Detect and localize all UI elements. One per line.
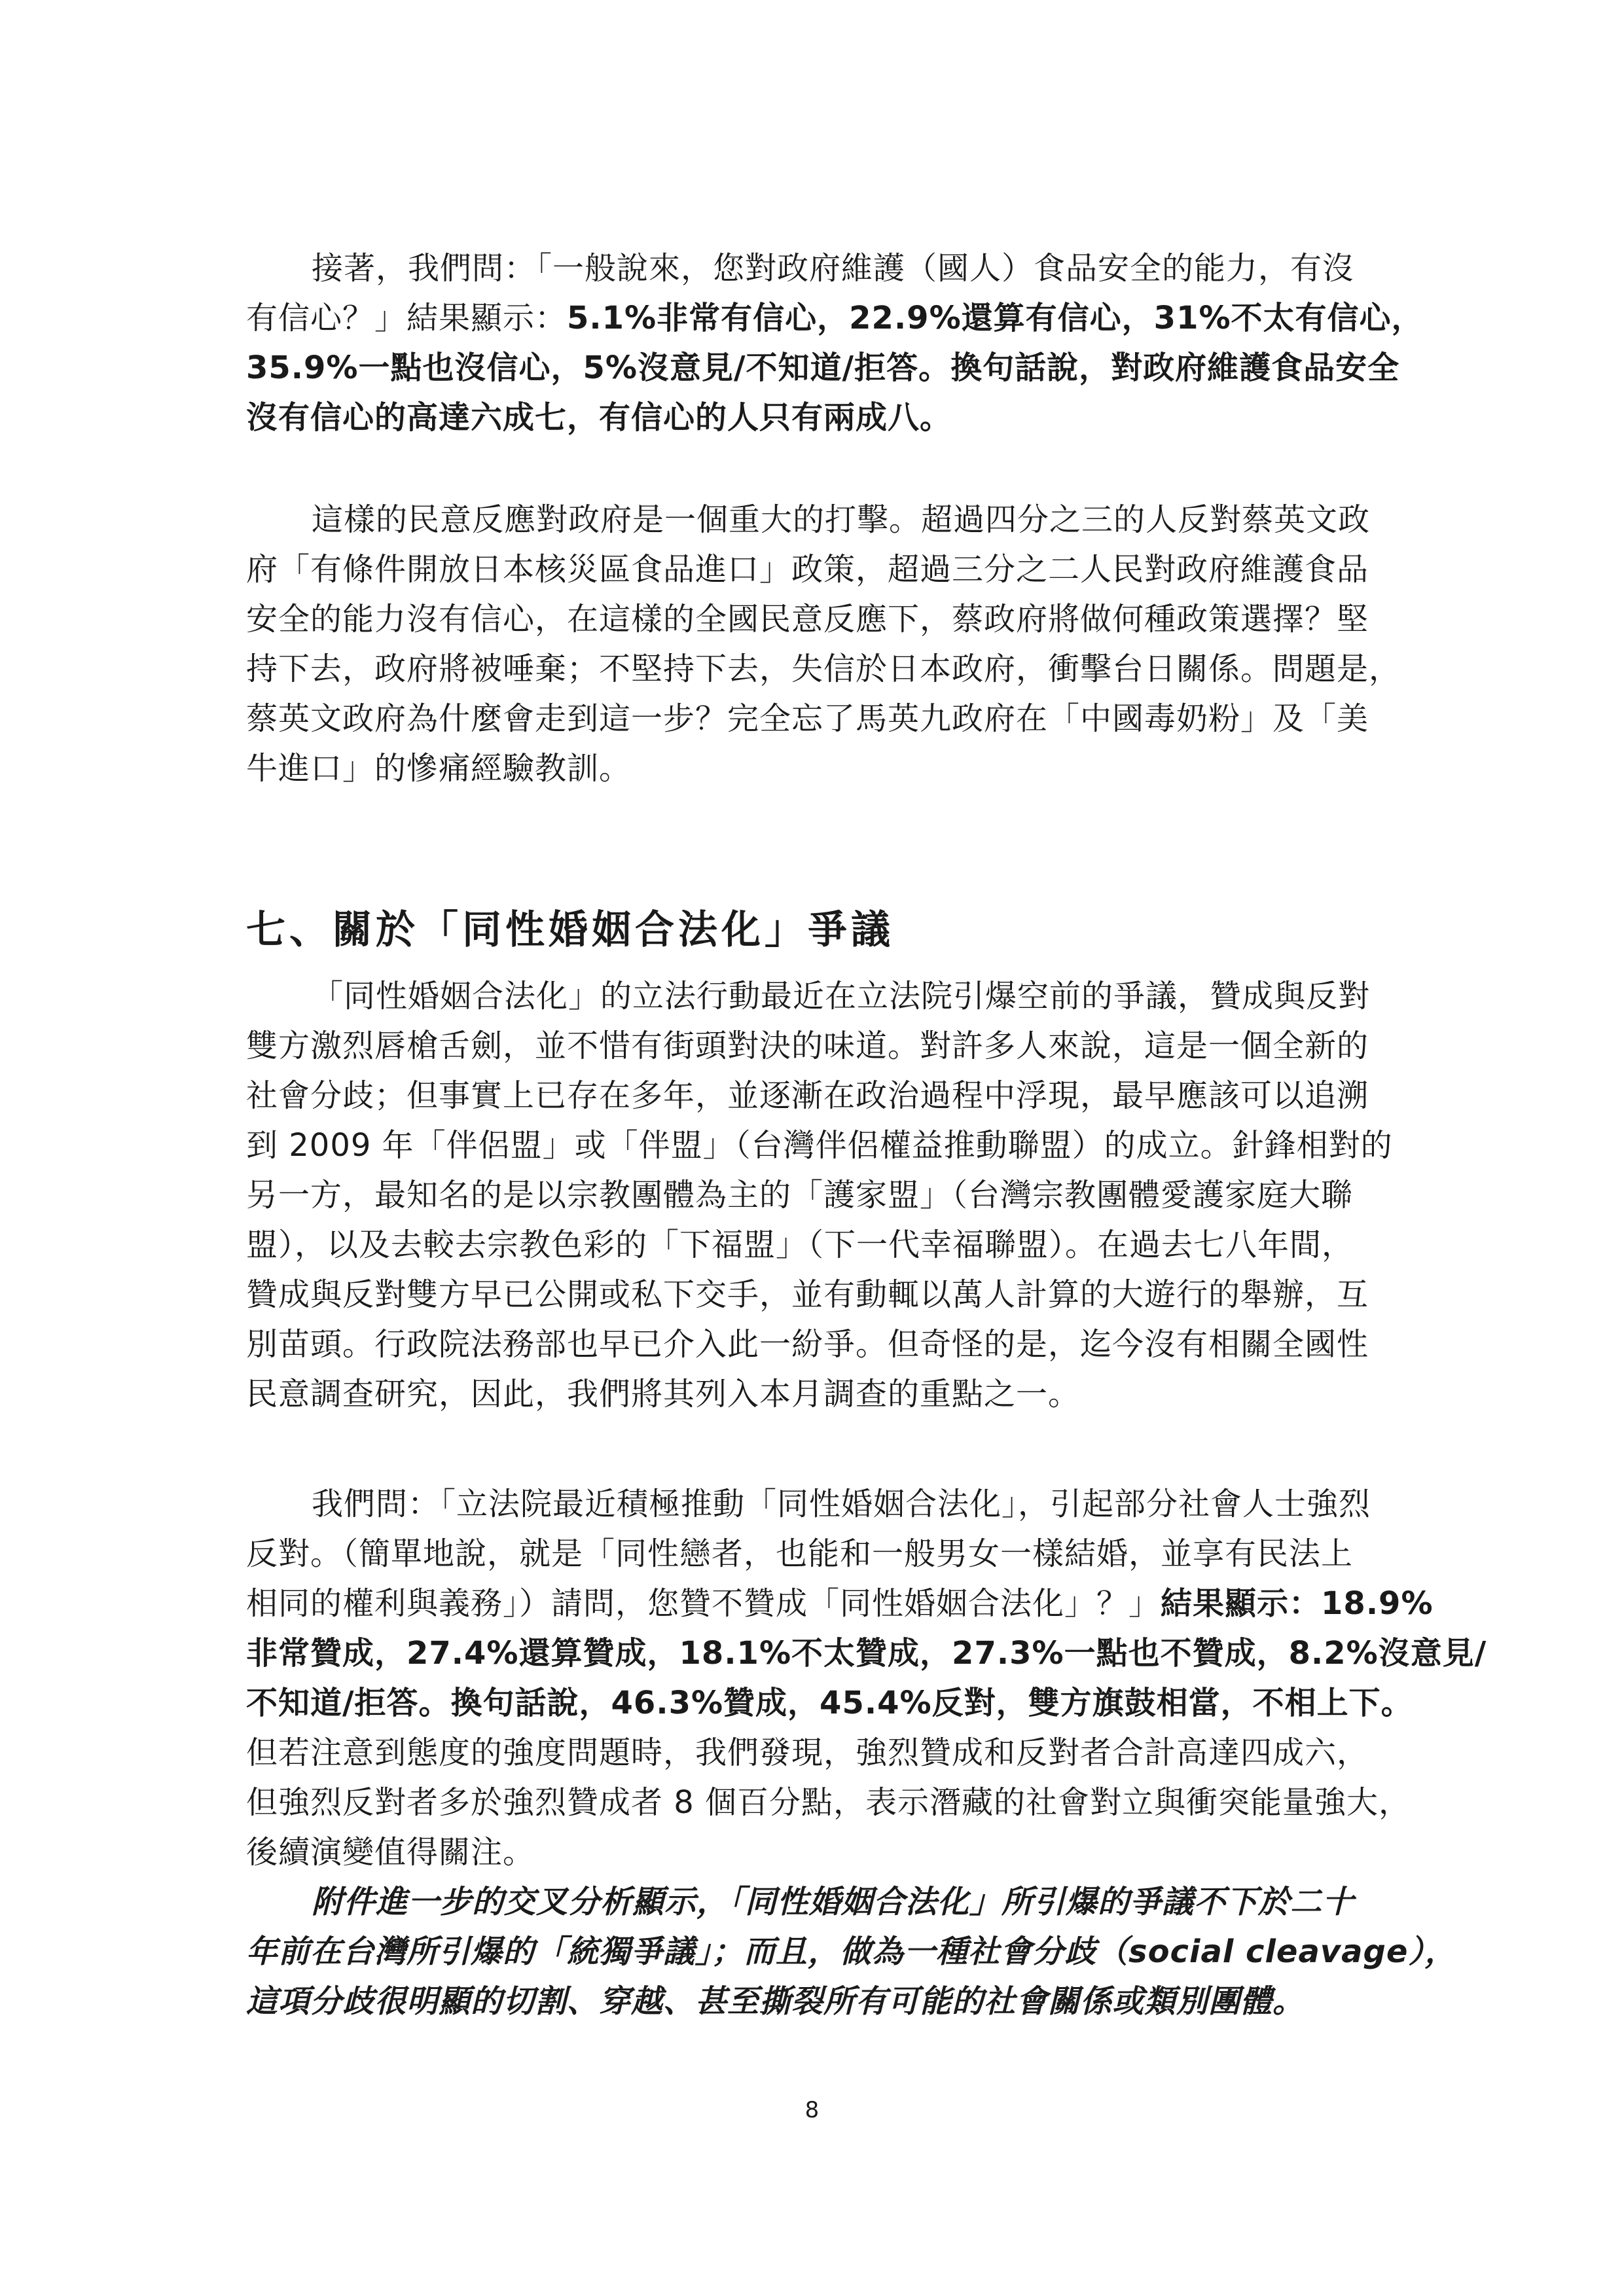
text-line: 相同的權利與義務」）請問，您贊不贊成「同性婚姻合法化」？」結果顯示：18.9% [246, 1585, 1434, 1622]
text-line: 另一方，最知名的是以宗教團體為主的「護家盟」（台灣宗教團體愛護家庭大聯 [246, 1177, 1354, 1213]
text-line: 盟），以及去較去宗教色彩的「下福盟」（下一代幸福聯盟）。在過去七八年間， [246, 1227, 1354, 1263]
text-line: 接著，我們問：「一般說來，您對政府維護（國人）食品安全的能力，有沒 [312, 250, 1355, 287]
text-line: 沒有信心的高達六成七，有信心的人只有兩成八。 [246, 399, 952, 436]
paragraph-food-confidence [246, 243, 1424, 442]
text-line: 後續演變值得關注。 [246, 1834, 535, 1871]
text-line: 我們問：「立法院最近積極推動「同性婚姻合法化」，引起部分社會人士強烈 [312, 1486, 1371, 1522]
paragraph-background [246, 971, 1393, 1419]
text-line: 年前在台灣所引爆的「統獨爭議」；而且，做為一種社會分歧（social cleavage）， [246, 1933, 1457, 1970]
text-line: 非常贊成，27.4%還算贊成，18.1%不太贊成，27.3%一點也不贊成，8.2%沒意見/ [246, 1635, 1487, 1672]
text-line: 但若注意到態度的強度問題時，我們發現，強烈贊成和反對者合計高達四成六， [246, 1734, 1369, 1771]
text-line: 這樣的民意反應對政府是一個重大的打擊。超過四分之三的人反對蔡英文政 [312, 501, 1371, 538]
text-line: 牛進口」的慘痛經驗教訓。 [246, 750, 632, 787]
text-line: 附件進一步的交叉分析顯示，「同性婚姻合法化」所引爆的爭議不下於二十 [312, 1884, 1355, 1920]
section-heading: 七、關於「同性婚姻合法化」爭議 [246, 907, 894, 953]
text-line: 「同性婚姻合法化」的立法行動最近在立法院引爆空前的爭議，贊成與反對 [312, 978, 1371, 1014]
text-line: 持下去，政府將被唾棄；不堅持下去，失信於日本政府，衝擊台日關係。問題是， [246, 651, 1401, 687]
text-line: 到 2009 年「伴侶盟」或「伴盟」（台灣伴侶權益推動聯盟）的成立。針鋒相對的 [246, 1127, 1393, 1164]
text-line: 府「有條件開放日本核災區食品進口」政策，超過三分之二人民對政府維護食品 [246, 551, 1369, 588]
text-line: 雙方激烈唇槍舌劍，並不惜有街頭對決的味道。對許多人來說，這是一個全新的 [246, 1028, 1369, 1064]
paragraph-cross-analysis [246, 1877, 1457, 2026]
paragraph-impact [246, 495, 1401, 793]
text-line: 蔡英文政府為什麼會走到這一步？完全忘了馬英九政府在「中國毒奶粉」及「美 [246, 700, 1369, 737]
page-number: 8 [804, 2097, 820, 2123]
text-line: 別苗頭。行政院法務部也早已介入此一紛爭。但奇怪的是，迄今沒有相關全國性 [246, 1326, 1369, 1363]
text-line: 安全的能力沒有信心，在這樣的全國民意反應下，蔡政府將做何種政策選擇？堅 [246, 601, 1369, 637]
text-line: 但強烈反對者多於強烈贊成者 8 個百分點，表示潛藏的社會對立與衝突能量強大， [246, 1784, 1411, 1821]
text-line: 這項分歧很明顯的切割、穿越、甚至撕裂所有可能的社會關係或類別團體。 [246, 1983, 1305, 2020]
text-line: 不知道/拒答。換句話說，46.3%贊成，45.4%反對，雙方旗鼓相當，不相上下。 [246, 1685, 1413, 1721]
text-line: 贊成與反對雙方早已公開或私下交手，並有動輒以萬人計算的大遊行的舉辦，互 [246, 1276, 1369, 1313]
text-line: 35.9%一點也沒信心，5%沒意見/不知道/拒答。換句話說，對政府維護食品安全 [246, 350, 1400, 386]
paragraph-survey [246, 1479, 1487, 1877]
text-line: 民意調查研究，因此，我們將其列入本月調查的重點之一。 [246, 1376, 1081, 1412]
text-line: 有信心？」結果顯示：5.1%非常有信心，22.9%還算有信心，31%不太有信心， [246, 300, 1424, 336]
text-line: 反對。（簡單地說，就是「同性戀者，也能和一般男女一樣結婚，並享有民法上 [246, 1535, 1354, 1572]
text-line: 社會分歧；但事實上已存在多年，並逐漸在政治過程中浮現，最早應該可以追溯 [246, 1077, 1369, 1114]
